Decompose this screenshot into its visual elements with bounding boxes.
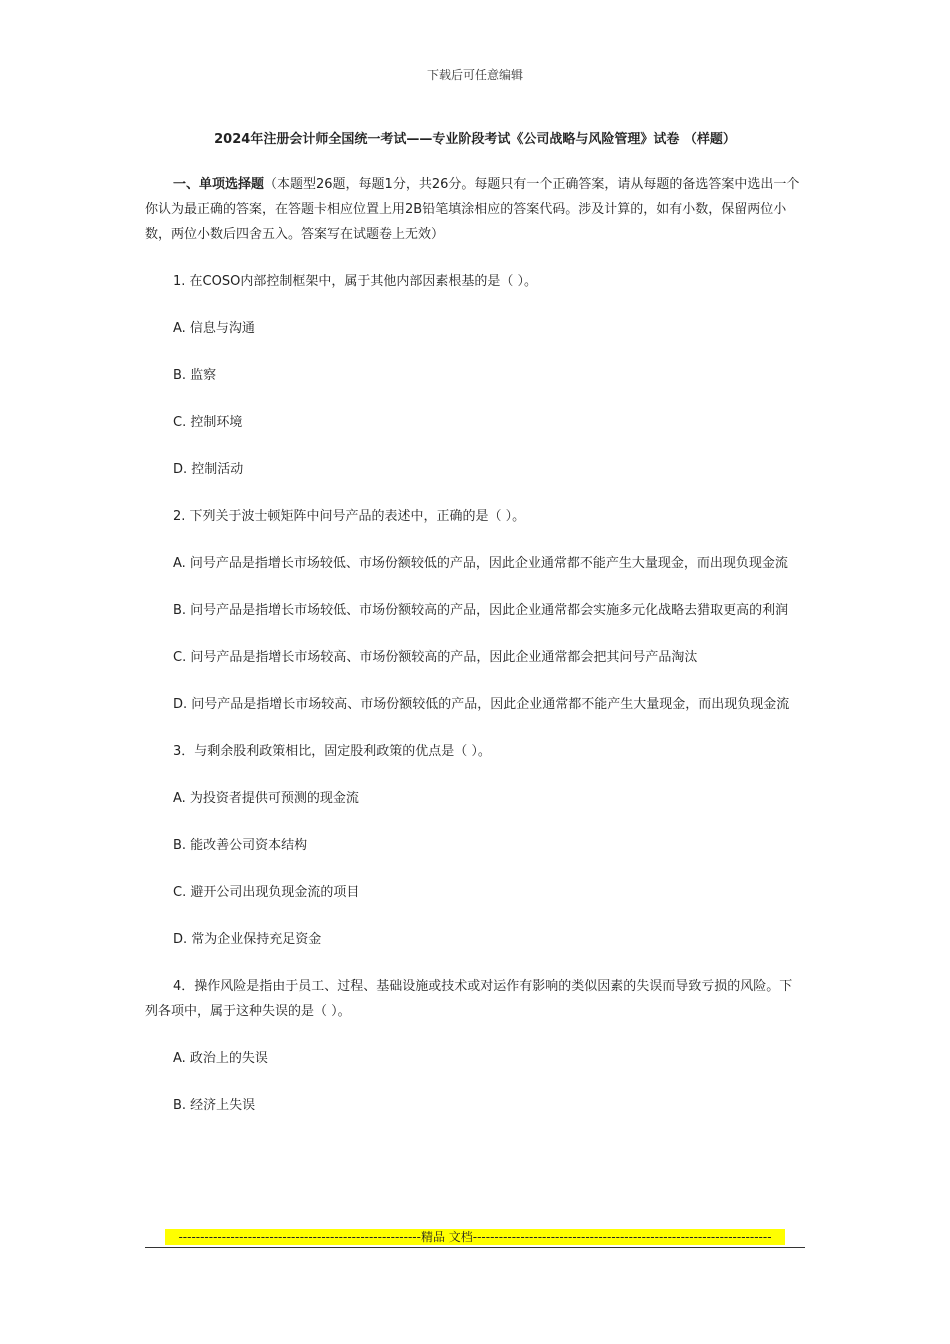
question-stem: 2. 下列关于波士顿矩阵中问号产品的表述中，正确的是（ ）。: [173, 509, 526, 524]
question-option: C. 避开公司出现负现金流的项目: [173, 885, 360, 900]
question-option: B. 监察: [173, 368, 217, 383]
question-stem: 1. 在COSO内部控制框架中，属于其他内部因素根基的是（ ）。: [173, 274, 537, 289]
section-intro: [145, 172, 805, 247]
page-footer: [145, 1227, 805, 1251]
header-note: 下载后可任意编辑: [426, 68, 523, 82]
question-option: A. 问号产品是指增长市场较低、市场份额较低的产品，因此企业通常都不能产生大量现金，而出现负现金流: [173, 556, 788, 571]
footer-banner: --------------------------------------------------------精品 文档---------------------------------------------------------------------: [165, 1229, 785, 1245]
question-option: A. 为投资者提供可预测的现金流: [173, 791, 359, 806]
question-option: B. 经济上失误: [173, 1098, 256, 1113]
question-option: D. 控制活动: [173, 462, 244, 477]
question-option: B. 能改善公司资本结构: [173, 838, 308, 853]
question-option: B. 问号产品是指增长市场较低、市场份额较高的产品，因此企业通常都会实施多元化战略去猎取更高的利润: [173, 603, 789, 618]
question-stem: 4．操作风险是指由于员工、过程、基础设施或技术或对运作有影响的类似因素的失误而导致亏损的风险。下列各项中，属于这种失误的是（ ）。: [145, 979, 793, 1019]
section-instructions: （本题型26题，每题1分，共26分。每题只有一个正确答案，请从每题的备选答案中选出一个你认为最正确的答案，在答题卡相应位置上用2B铅笔填涂相应的答案代码。涉及计算的，如有小数，保留两位小数，两位小数后四舍五入。答案写在试题卷上无效）: [145, 177, 800, 242]
question-stem: 3．与剩余股利政策相比，固定股利政策的优点是（ ）。: [173, 744, 491, 759]
document-body: [145, 172, 805, 1140]
document-title: 2024年注册会计师全国统一考试——专业阶段考试《公司战略与风险管理》试卷 （样题）: [214, 132, 736, 147]
question-option: A. 政治上的失误: [173, 1051, 268, 1066]
question-option: A. 信息与沟通: [173, 321, 255, 336]
footer-divider: [145, 1247, 805, 1248]
question-option: D. 常为企业保持充足资金: [173, 932, 322, 947]
section-heading: 一、单项选择题: [173, 177, 265, 192]
question-option: C. 控制环境: [173, 415, 243, 430]
question-option: D. 问号产品是指增长市场较高、市场份额较低的产品，因此企业通常都不能产生大量现金，而出现负现金流: [173, 697, 790, 712]
question-option: C. 问号产品是指增长市场较高、市场份额较高的产品，因此企业通常都会把其问号产品淘汰: [173, 650, 698, 665]
